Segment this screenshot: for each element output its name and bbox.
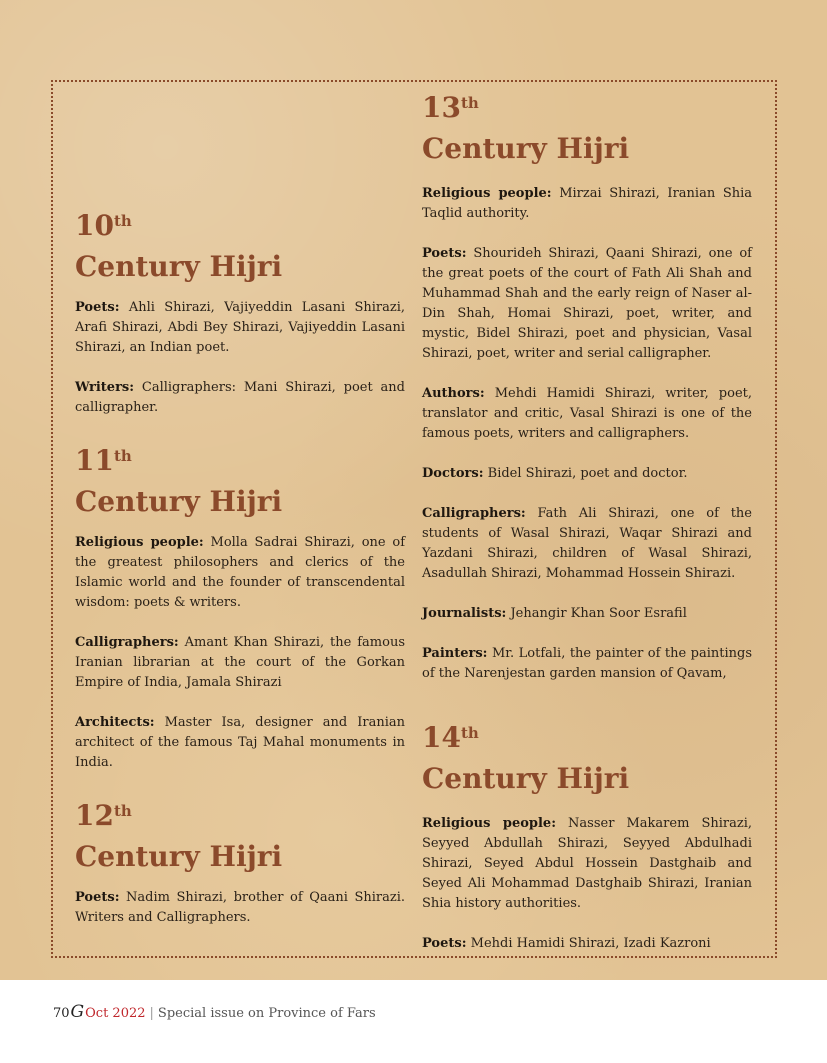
entry-paragraph bbox=[75, 533, 405, 613]
entry-text: Bidel Shirazi, poet and doctor. bbox=[483, 466, 688, 481]
entry-label: Calligraphers: bbox=[75, 635, 179, 650]
entry-text: Master Isa, designer and Iranian architect of the famous Taj Mahal monuments in India. bbox=[75, 715, 405, 770]
entry-text: Calligraphers: Mani Shirazi, poet and calligrapher. bbox=[75, 380, 405, 415]
heading-suffix: th bbox=[113, 802, 132, 820]
section-heading bbox=[75, 206, 405, 287]
entry-paragraph bbox=[75, 888, 405, 928]
entry-paragraph bbox=[75, 633, 405, 693]
entry-paragraph bbox=[75, 713, 405, 773]
entry-label: Poets: bbox=[75, 890, 120, 905]
heading-number: 14 bbox=[422, 721, 461, 754]
heading-suffix: th bbox=[113, 447, 132, 465]
issue-title: Special issue on Province of Fars bbox=[157, 1006, 376, 1021]
magazine-logo-icon: G bbox=[70, 1002, 85, 1022]
heading-number: 10 bbox=[75, 209, 114, 242]
heading-number: 13 bbox=[422, 91, 461, 124]
entry-paragraph bbox=[422, 644, 752, 684]
entry-label: Authors: bbox=[422, 386, 485, 401]
heading-century: Century Hijri bbox=[75, 250, 283, 283]
entry-paragraph bbox=[422, 814, 752, 914]
section-11th-century bbox=[75, 441, 405, 773]
heading-suffix: th bbox=[113, 212, 132, 230]
entry-paragraph bbox=[422, 934, 752, 954]
entry-text: Amant Khan Shirazi, the famous Iranian librarian at the court of the Gorkan Empire of India, Jamala Shirazi bbox=[75, 635, 405, 690]
footer-separator: | bbox=[149, 1006, 154, 1021]
page-footer bbox=[53, 1002, 376, 1022]
entry-text: Mehdi Hamidi Shirazi, Izadi Kazroni bbox=[466, 936, 711, 951]
entry-paragraph bbox=[422, 184, 752, 224]
entry-label: Religious people: bbox=[75, 535, 204, 550]
entry-text: Nadim Shirazi, brother of Qaani Shirazi. Writers and Calligraphers. bbox=[75, 890, 405, 925]
heading-suffix: th bbox=[460, 724, 479, 742]
entry-label: Doctors: bbox=[422, 466, 484, 481]
entry-label: Architects: bbox=[75, 715, 155, 730]
entry-text: Molla Sadrai Shirazi, one of the greatest philosophers and clerics of the Islamic world and the founder of transcendental wisdom: poets & writers. bbox=[75, 535, 406, 610]
entry-label: Calligraphers: bbox=[422, 506, 526, 521]
entry-text: Mehdi Hamidi Shirazi, writer, poet, translator and critic, Vasal Shirazi is one of the famous poets, writers and calligraphers. bbox=[422, 386, 752, 441]
entry-paragraph bbox=[422, 604, 752, 624]
entry-label: Religious people: bbox=[422, 816, 556, 831]
entry-text: Mr. Lotfali, the painter of the paintings of the Narenjestan garden mansion of Qavam, bbox=[422, 646, 752, 681]
heading-century: Century Hijri bbox=[422, 132, 630, 165]
entry-paragraph bbox=[422, 244, 752, 364]
entry-text: Nasser Makarem Shirazi, Seyyed Abdullah Shirazi, Seyyed Abdulhadi Shirazi, Seyed Abdul Hossein Dastghaib and Seyed Ali Mohammad Dastghaib Shirazi, Iranian Shia history authorities. bbox=[422, 816, 752, 911]
entry-paragraph bbox=[75, 298, 405, 358]
heading-century: Century Hijri bbox=[422, 762, 630, 795]
entry-paragraph bbox=[422, 384, 752, 444]
section-heading bbox=[75, 441, 405, 522]
entry-text: Jehangir Khan Soor Esrafil bbox=[506, 606, 687, 621]
entry-paragraph bbox=[422, 504, 752, 584]
heading-number: 11 bbox=[75, 444, 114, 477]
section-10th-century bbox=[75, 206, 405, 418]
entry-paragraph bbox=[422, 464, 752, 484]
entry-label: Writers: bbox=[75, 380, 135, 395]
heading-suffix: th bbox=[460, 94, 479, 112]
section-12th-century bbox=[75, 796, 405, 928]
section-13th-century bbox=[422, 88, 752, 684]
section-heading bbox=[422, 718, 752, 799]
heading-century: Century Hijri bbox=[75, 840, 283, 873]
entry-paragraph bbox=[75, 378, 405, 418]
section-heading bbox=[75, 796, 405, 877]
entry-text: Mirzai Shirazi, Iranian Shia Taqlid authority. bbox=[422, 186, 753, 221]
entry-label: Poets: bbox=[75, 300, 120, 315]
entry-text: Ahli Shirazi, Vajiyeddin Lasani Shirazi, Arafi Shirazi, Abdi Bey Shirazi, Vajiyeddin Lasani Shirazi, an Indian poet. bbox=[75, 300, 405, 355]
page-number: 70 bbox=[53, 1006, 70, 1021]
entry-label: Religious people: bbox=[422, 186, 552, 201]
section-heading bbox=[422, 88, 752, 169]
entry-label: Journalists: bbox=[422, 606, 507, 621]
entry-text: Fath Ali Shirazi, one of the students of Wasal Shirazi, Waqar Shirazi and Yazdani Shirazi, children of Wasal Shirazi, Asadullah Shirazi, Mohammad Hossein Shirazi. bbox=[422, 506, 752, 581]
heading-number: 12 bbox=[75, 799, 114, 832]
section-14th-century bbox=[422, 718, 752, 954]
entry-text: Shourideh Shirazi, Qaani Shirazi, one of the great poets of the court of Fath Ali Shah and Muhammad Shah and the early reign of Naser al-Din Shah, Homai Shirazi, poet, writer, and mystic, Bidel Shirazi, poet and physician, Vasal Shirazi, poet, writer and serial calligrapher. bbox=[422, 246, 752, 361]
entry-label: Painters: bbox=[422, 646, 488, 661]
right-column bbox=[422, 88, 752, 954]
left-column bbox=[75, 206, 405, 928]
heading-century: Century Hijri bbox=[75, 485, 283, 518]
entry-label: Poets: bbox=[422, 936, 467, 951]
entry-label: Poets: bbox=[422, 246, 467, 261]
issue-date: Oct 2022 bbox=[85, 1006, 146, 1021]
